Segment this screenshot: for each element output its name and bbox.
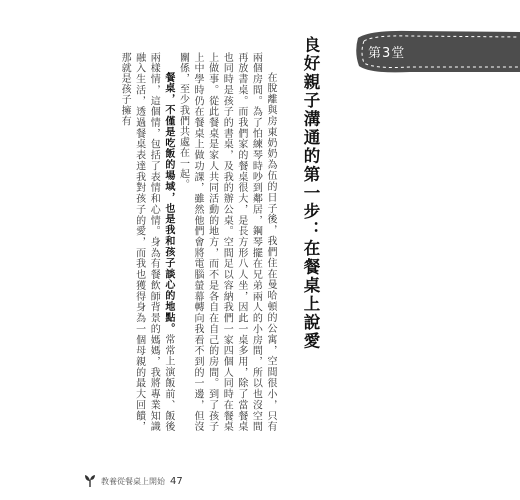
paragraph-1: 在脫離與房東奶奶為伍的日子後，我們住在曼哈頓的公寓，空間很小，只有兩個房間。為了怕練琴時吵到鄰居，鋼琴擺在兄弟兩人的小房間，所以也沒空間再放書桌。而我們家的餐桌很大，是長方形八人坐，因此一桌多用，除了當餐桌也同時是孩子的書桌，及我的辦公桌。空間足以容納我們一家四個人同時在餐桌上做事。從此餐桌是家人共同活動的地方，而不是各自在自己的房間。到了孩子上中學時仍在餐桌上做功課，雖然他們會將電腦螢幕轉向我看不到的一邊，但沒關係，至少我們共處在一起。	[177, 52, 276, 432]
page-number: 47	[170, 475, 183, 487]
paragraph-2	[116, 52, 174, 432]
page-title: 良好親子溝通的第一步：在餐桌上說愛	[301, 36, 320, 351]
chapter-label: 第3堂	[368, 46, 406, 61]
paragraph-2-text: 常常上演飯前、飯後兩樣情，這個情，包括了表情和心情。身為有餐飲師背景的媽媽，我將專業知識融入生活，透過餐桌表達我對孩子的愛，而我也獲得身為一個母親的最大回饋，那就是孩子擁有	[119, 52, 174, 432]
page-footer	[84, 474, 183, 488]
chapter-tab	[350, 28, 520, 76]
book-title: 教養從餐桌上開始	[101, 476, 165, 486]
highlight-sentence: 餐桌，不僅是吃飯的場域，也是我和孩子談心的地點。	[162, 72, 174, 335]
sprout-icon	[84, 474, 96, 488]
body-text	[97, 52, 277, 432]
